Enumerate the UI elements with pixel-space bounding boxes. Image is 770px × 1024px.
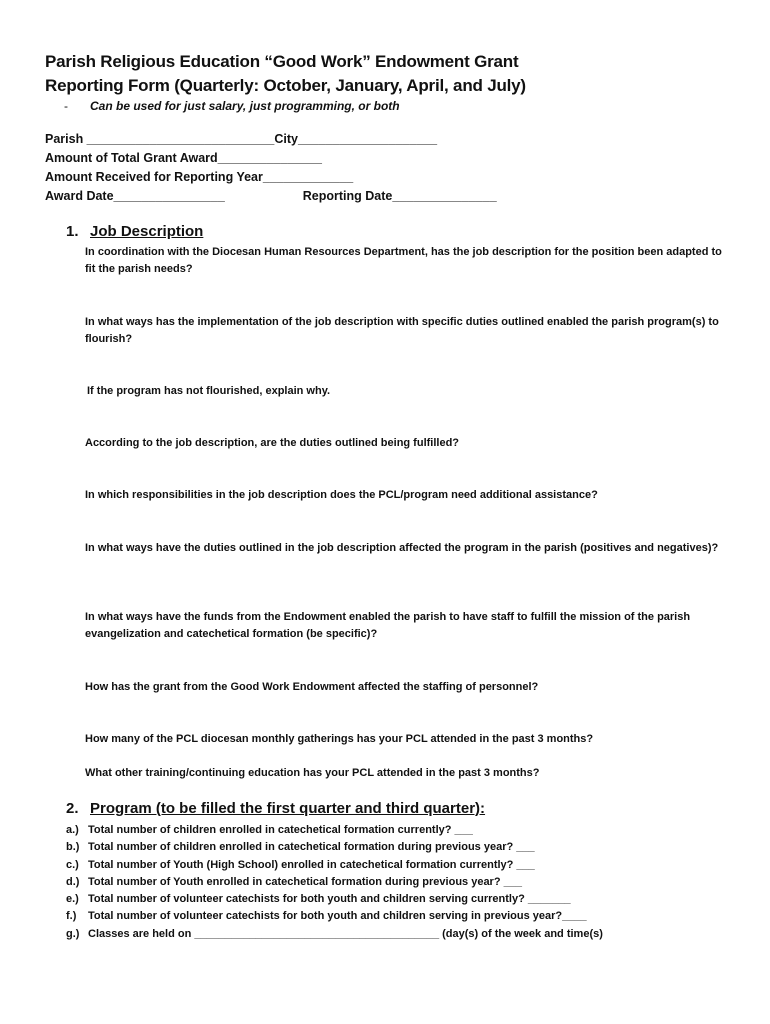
- item-text[interactable]: Total number of volunteer catechists for both youth and children serving currently? _______: [88, 893, 571, 906]
- section-2-heading: [66, 800, 485, 817]
- program-list: [66, 822, 746, 943]
- item-letter: f.): [66, 910, 77, 923]
- item-text[interactable]: Total number of Youth (High School) enrolled in catechetical formation currently? ___: [88, 858, 535, 871]
- item-text[interactable]: Total number of children enrolled in catechetical formation currently? ___: [88, 824, 473, 836]
- title-line-2: Reporting Form (Quarterly: October, January, April, and July): [45, 76, 526, 95]
- program-item-d: [66, 874, 746, 891]
- program-item-b: [66, 839, 746, 856]
- item-letter: g.): [66, 927, 80, 940]
- note-dash: -: [64, 99, 68, 113]
- item-text[interactable]: Classes are held on ________________________________________ (day(s) of the week and time(s): [88, 927, 603, 940]
- question-10: What other training/continuing education has your PCL attended in the past 3 months?: [85, 767, 540, 779]
- item-letter: e.): [66, 893, 79, 906]
- header-fields: [45, 130, 745, 206]
- section-2-label: Program (to be filled the first quarter and third quarter):: [90, 800, 486, 817]
- total-award-line: [45, 149, 745, 168]
- received-field[interactable]: Amount Received for Reporting Year_____________: [45, 170, 354, 184]
- program-item-f: [66, 908, 746, 925]
- item-letter: a.): [66, 824, 79, 836]
- question-5: In which responsibilities in the job description does the PCL/program need additional assistance?: [85, 489, 598, 501]
- question-1: In coordination with the Diocesan Human Resources Department, has the job description for the position been adapted to fit the parish needs?: [85, 246, 722, 275]
- program-item-a: [66, 822, 746, 839]
- received-line: [45, 168, 745, 187]
- award-date-field[interactable]: Award Date________________: [45, 189, 225, 203]
- parish-field[interactable]: Parish ___________________________: [45, 132, 275, 146]
- question-2: In what ways has the implementation of the job description with specific duties outlined enabled the parish program(s) to flourish?: [85, 316, 719, 345]
- program-item-g: [66, 926, 746, 943]
- program-item-e: [66, 891, 746, 908]
- item-text[interactable]: Total number of Youth enrolled in catechetical formation during previous year? ___: [88, 875, 522, 888]
- title-line-1: Parish Religious Education “Good Work” Endowment Grant: [45, 52, 519, 71]
- reporting-date-field[interactable]: Reporting Date_______________: [302, 189, 497, 203]
- item-letter: d.): [66, 875, 80, 888]
- section-1-heading: [66, 223, 203, 240]
- section-1-number: 1.: [66, 223, 79, 240]
- item-letter: c.): [66, 858, 79, 871]
- item-text[interactable]: Total number of volunteer catechists for both youth and children serving in previous year?____: [88, 910, 587, 923]
- question-3: If the program has not flourished, explain why.: [87, 385, 331, 397]
- question-8: How has the grant from the Good Work Endowment affected the staffing of personnel?: [85, 681, 539, 693]
- item-letter: b.): [66, 841, 80, 854]
- section-2-number: 2.: [66, 800, 79, 817]
- section-1-label: Job Description: [90, 223, 204, 240]
- question-7: In what ways have the funds from the Endowment enabled the parish to have staff to fulfill the mission of the parish evangelization and catechetical formation (be specific)?: [85, 611, 691, 640]
- item-text[interactable]: Total number of children enrolled in catechetical formation during previous year? ___: [88, 841, 535, 854]
- question-9: How many of the PCL diocesan monthly gatherings has your PCL attended in the past 3 months?: [85, 733, 594, 745]
- parish-city-line: [45, 130, 745, 149]
- question-4: According to the job description, are the duties outlined being fulfilled?: [85, 437, 460, 449]
- note-text: Can be used for just salary, just programming, or both: [90, 99, 400, 113]
- question-6: In what ways have the duties outlined in the job description affected the program in the parish (positives and negatives)?: [85, 542, 719, 554]
- usage-note: [64, 99, 400, 113]
- total-award-field[interactable]: Amount of Total Grant Award_______________: [45, 151, 322, 165]
- form-title: [45, 50, 745, 98]
- program-item-c: [66, 857, 746, 874]
- city-field[interactable]: City____________________: [274, 132, 438, 146]
- dates-line: [45, 187, 745, 206]
